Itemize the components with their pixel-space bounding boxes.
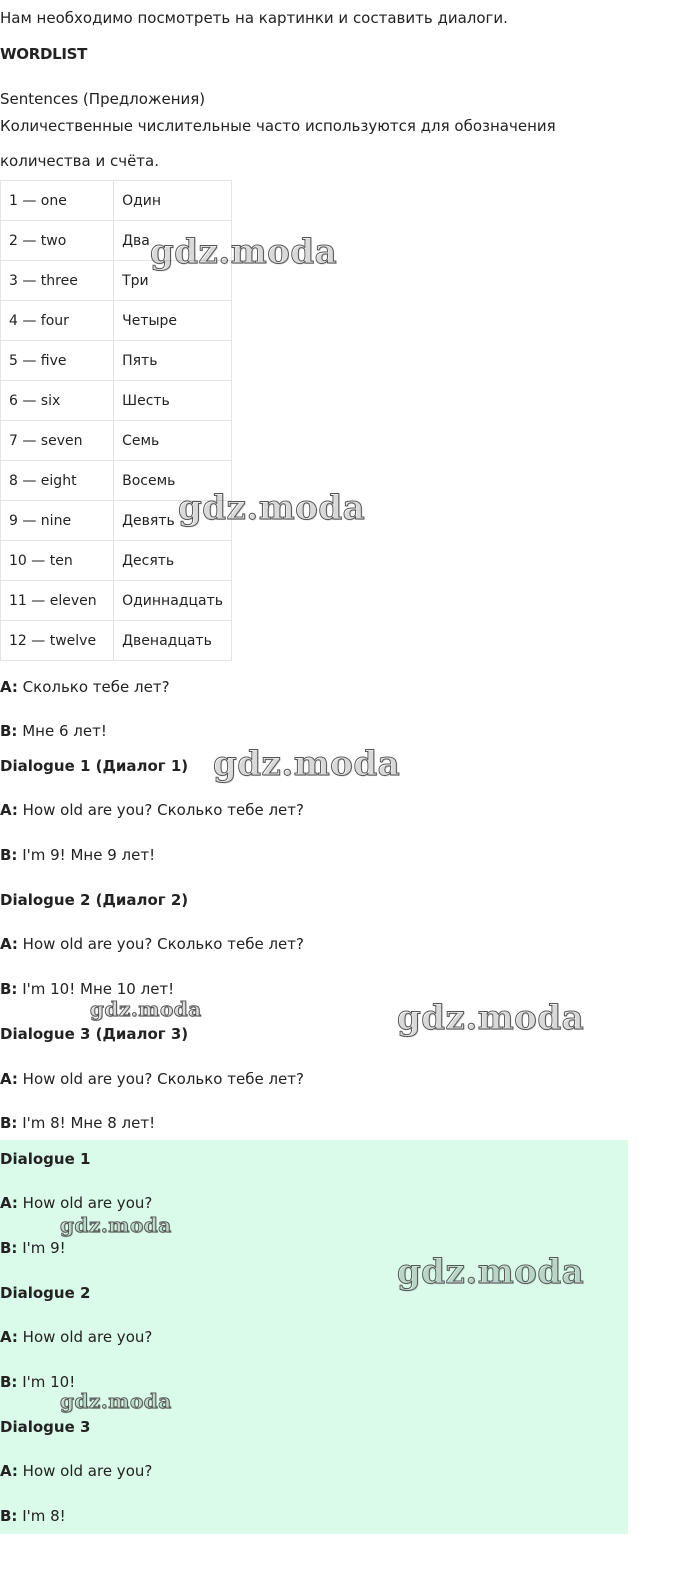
numbers-table bbox=[0, 180, 232, 661]
dialogue-1-title: Dialogue 1 (Диалог 1) bbox=[0, 757, 189, 775]
speaker-b-label: B: bbox=[0, 846, 18, 864]
number-english: 6 — six bbox=[1, 381, 114, 421]
dialogue-2-b-text: I'm 10! Мне 10 лет! bbox=[17, 980, 175, 998]
number-russian: Шесть bbox=[114, 381, 232, 421]
table-row bbox=[1, 501, 232, 541]
dialogue-2-title: Dialogue 2 (Диалог 2) bbox=[0, 891, 189, 909]
number-russian: Пять bbox=[114, 341, 232, 381]
wordlist-heading: WORDLIST bbox=[0, 45, 88, 63]
table-row bbox=[1, 421, 232, 461]
number-english: 4 — four bbox=[1, 301, 114, 341]
answer-3-a-text: How old are you? bbox=[17, 1462, 153, 1480]
answer-1-a-text: How old are you? bbox=[17, 1194, 153, 1212]
example-line-a bbox=[0, 677, 170, 697]
number-russian: Один bbox=[114, 181, 232, 221]
answer-1-b-text: I'm 9! bbox=[17, 1239, 66, 1257]
speaker-a-label: A: bbox=[0, 1194, 18, 1212]
number-english: 1 — one bbox=[1, 181, 114, 221]
example-a-text: Сколько тебе лет? bbox=[17, 678, 170, 696]
example-b-text: Мне 6 лет! bbox=[17, 722, 107, 740]
watermark-logo: gdz.moda bbox=[213, 744, 401, 784]
dialogue-2-a-text: How old are you? Сколько тебе лет? bbox=[17, 935, 304, 953]
number-english: 5 — five bbox=[1, 341, 114, 381]
description-line-1: Количественные числительные часто используются для обозначения bbox=[0, 117, 556, 135]
table-row bbox=[1, 341, 232, 381]
number-english: 3 — three bbox=[1, 261, 114, 301]
number-english: 12 — twelve bbox=[1, 621, 114, 661]
answer-dialogue-2-title: Dialogue 2 bbox=[0, 1284, 91, 1302]
watermark-logo: gdz.moda bbox=[90, 997, 202, 1021]
number-russian: Одиннадцать bbox=[114, 581, 232, 621]
speaker-a-label: A: bbox=[0, 1070, 18, 1088]
answer-dialogue-1-line-b bbox=[0, 1238, 66, 1258]
table-row bbox=[1, 261, 232, 301]
table-row bbox=[1, 541, 232, 581]
dialogue-1-a-text: How old are you? Сколько тебе лет? bbox=[17, 801, 304, 819]
speaker-b-label: B: bbox=[0, 1507, 18, 1525]
dialogue-1-line-b bbox=[0, 845, 155, 865]
intro-text: Нам необходимо посмотреть на картинки и составить диалоги. bbox=[0, 9, 508, 27]
dialogue-2-line-b bbox=[0, 979, 174, 999]
answer-dialogue-3-line-b bbox=[0, 1506, 66, 1526]
sentences-heading: Sentences (Предложения) bbox=[0, 90, 206, 108]
speaker-b-label: B: bbox=[0, 1114, 18, 1132]
dialogue-3-line-a bbox=[0, 1069, 304, 1089]
number-english: 8 — eight bbox=[1, 461, 114, 501]
number-russian: Два bbox=[114, 221, 232, 261]
number-english: 7 — seven bbox=[1, 421, 114, 461]
number-english: 9 — nine bbox=[1, 501, 114, 541]
speaker-a-label: A: bbox=[0, 1328, 18, 1346]
speaker-a-label: A: bbox=[0, 1462, 18, 1480]
dialogue-1-line-a bbox=[0, 800, 304, 820]
table-row bbox=[1, 301, 232, 341]
speaker-b-label: B: bbox=[0, 1239, 18, 1257]
speaker-b-label: B: bbox=[0, 1373, 18, 1391]
answer-dialogue-3-title: Dialogue 3 bbox=[0, 1418, 91, 1436]
speaker-a-label: A: bbox=[0, 801, 18, 819]
answer-dialogue-1-title: Dialogue 1 bbox=[0, 1150, 91, 1168]
number-english: 10 — ten bbox=[1, 541, 114, 581]
answer-dialogue-2-line-b bbox=[0, 1372, 75, 1392]
table-row bbox=[1, 221, 232, 261]
number-russian: Семь bbox=[114, 421, 232, 461]
speaker-a-label: A: bbox=[0, 678, 18, 696]
number-english: 11 — eleven bbox=[1, 581, 114, 621]
description-line-2: количества и счёта. bbox=[0, 152, 160, 170]
watermark-logo: gdz.moda bbox=[150, 232, 338, 272]
dialogue-3-b-text: I'm 8! Мне 8 лет! bbox=[17, 1114, 156, 1132]
number-russian: Девять bbox=[114, 501, 232, 541]
answer-dialogue-2-line-a bbox=[0, 1327, 152, 1347]
speaker-a-label: A: bbox=[0, 935, 18, 953]
speaker-b-label: B: bbox=[0, 722, 18, 740]
table-row bbox=[1, 181, 232, 221]
table-row bbox=[1, 381, 232, 421]
dialogue-1-b-text: I'm 9! Мне 9 лет! bbox=[17, 846, 156, 864]
number-russian: Десять bbox=[114, 541, 232, 581]
table-row bbox=[1, 581, 232, 621]
speaker-b-label: B: bbox=[0, 980, 18, 998]
number-russian: Четыре bbox=[114, 301, 232, 341]
dialogue-2-line-a bbox=[0, 934, 304, 954]
dialogue-3-a-text: How old are you? Сколько тебе лет? bbox=[17, 1070, 304, 1088]
watermark-logo: gdz.moda bbox=[178, 488, 366, 528]
dialogue-3-title: Dialogue 3 (Диалог 3) bbox=[0, 1025, 189, 1043]
table-row bbox=[1, 461, 232, 501]
number-english: 2 — two bbox=[1, 221, 114, 261]
answer-dialogue-3-line-a bbox=[0, 1461, 152, 1481]
table-row bbox=[1, 621, 232, 661]
watermark-logo: gdz.moda bbox=[397, 998, 585, 1038]
number-russian: Двенадцать bbox=[114, 621, 232, 661]
answer-3-b-text: I'm 8! bbox=[17, 1507, 66, 1525]
answer-2-a-text: How old are you? bbox=[17, 1328, 153, 1346]
example-line-b bbox=[0, 721, 107, 741]
answer-2-b-text: I'm 10! bbox=[17, 1373, 76, 1391]
answer-dialogue-1-line-a bbox=[0, 1193, 152, 1213]
dialogue-3-line-b bbox=[0, 1113, 155, 1133]
number-russian: Три bbox=[114, 261, 232, 301]
number-russian: Восемь bbox=[114, 461, 232, 501]
